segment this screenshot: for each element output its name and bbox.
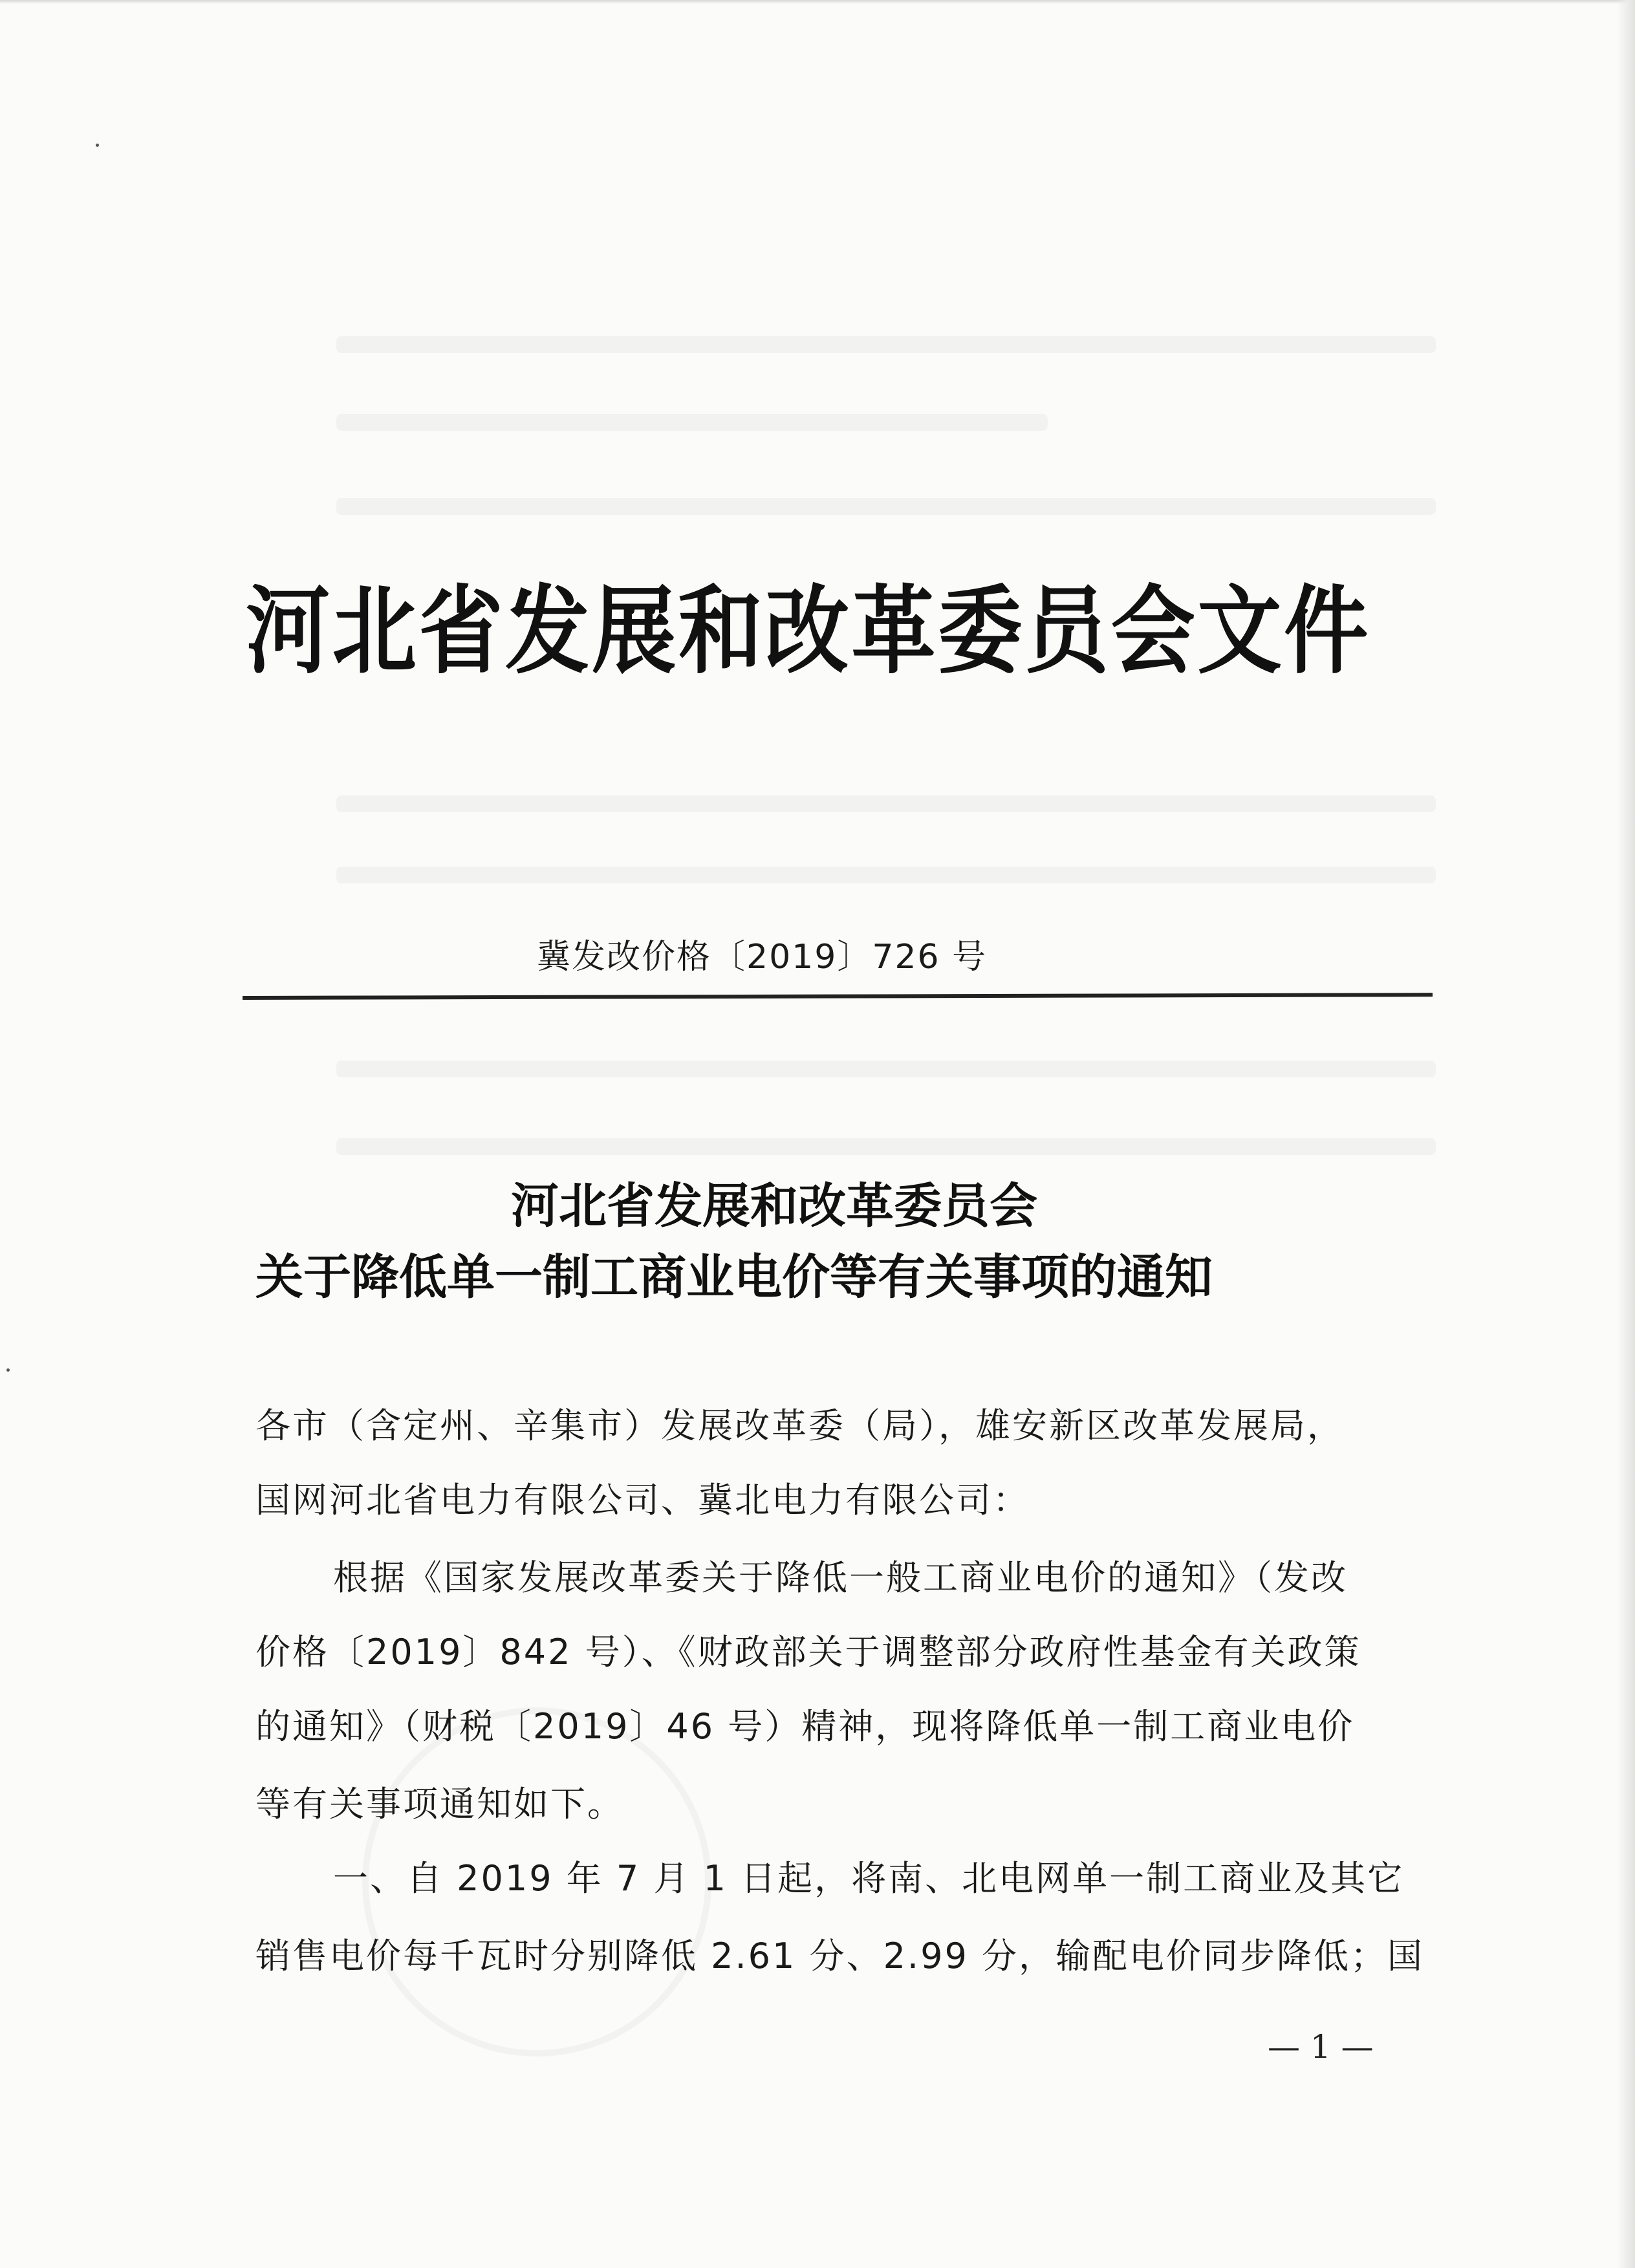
bleed-through-mark [336, 414, 1048, 431]
body-line: 的通知》（财税〔2019〕46 号）精神，现将降低单一制工商业电价 [255, 1706, 1355, 1747]
body-line: 一、自 2019 年 7 月 1 日起，将南、北电网单一制工商业及其它 [333, 1858, 1405, 1899]
document-header-title: 河北省发展和改革委员会文件 [246, 574, 1370, 687]
body-line: 根据《国家发展改革委关于降低一般工商业电价的通知》（发改 [333, 1557, 1348, 1598]
scan-speck [6, 1368, 10, 1372]
bleed-through-mark [336, 1061, 1436, 1077]
body-line: 等有关事项通知如下。 [255, 1784, 624, 1824]
scan-speck [96, 144, 99, 147]
bleed-through-mark [336, 336, 1436, 353]
scan-edge-right [1617, 0, 1635, 2268]
bleed-through-mark [336, 1138, 1436, 1155]
page-number: — 1 — [1268, 2028, 1374, 2066]
notice-title-line-1: 河北省发展和改革委员会 [511, 1178, 1037, 1234]
header-divider [243, 993, 1433, 1000]
body-line: 价格〔2019〕842 号）、《财政部关于调整部分政府性基金有关政策 [255, 1632, 1361, 1672]
bleed-through-mark [336, 795, 1436, 812]
body-line: 各市（含定州、辛集市）发展改革委（局），雄安新区改革发展局， [255, 1405, 1344, 1446]
body-line: 国网河北省电力有限公司、冀北电力有限公司： [255, 1480, 1030, 1520]
scan-edge-top [0, 0, 1635, 4]
bleed-through-mark [336, 498, 1436, 515]
body-line: 销售电价每千瓦时分别降低 2.61 分、2.99 分，输配电价同步降低；国 [255, 1936, 1424, 1976]
document-number: 冀发改价格〔2019〕726 号 [537, 938, 988, 977]
notice-title-line-2: 关于降低单一制工商业电价等有关事项的通知 [255, 1249, 1213, 1305]
bleed-through-mark [336, 867, 1436, 883]
